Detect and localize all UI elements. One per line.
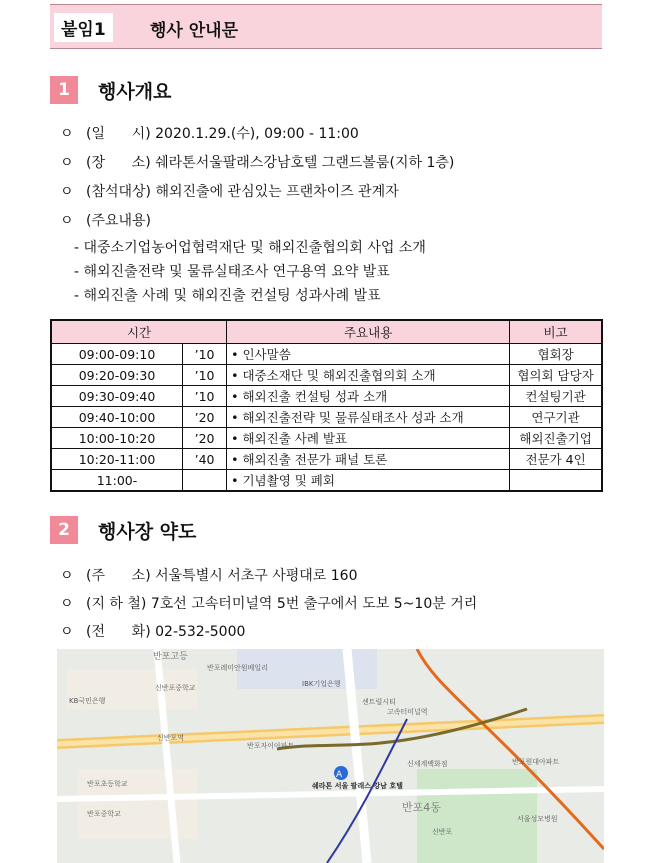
venue-text: (전 화) 02-532-5000: [86, 624, 246, 640]
content-cell: • 해외진출전략 및 물류실태조사 성과 소개: [227, 407, 510, 428]
duration-cell: ’10: [183, 365, 227, 386]
time-cell: 11:00-: [51, 470, 183, 492]
section-title: 행사개요: [98, 80, 172, 103]
section-title: 행사장 약도: [98, 520, 197, 543]
overview-text: (일 시) 2020.1.29.(수), 09:00 - 11:00: [86, 126, 359, 142]
map-label: 센트럴시티: [362, 698, 396, 706]
section-heading-1: [50, 76, 171, 104]
map-label: KB국민은행: [69, 697, 106, 705]
bullet: ㅇ: [60, 155, 74, 171]
map-label: 반포고등: [153, 652, 188, 662]
map-label: 반포초등학교: [87, 780, 128, 788]
note-cell: 해외진출기업: [510, 428, 602, 449]
note-cell: 컨설팅기관: [510, 386, 602, 407]
overview-item: [60, 152, 454, 172]
time-cell: 09:30-09:40: [51, 386, 183, 407]
venue-item: [60, 621, 245, 641]
map-label: 반포레미안원베일리: [207, 664, 268, 672]
map-label: 신반포역: [157, 734, 185, 742]
overview-text: (장 소) 쉐라톤서울팔래스강남호텔 그랜드볼룸(지하 1층): [86, 155, 455, 171]
table-header-row: [51, 320, 602, 344]
table-row: [51, 365, 602, 386]
venue-text: (주 소) 서울특별시 서초구 사평대로 160: [86, 568, 358, 584]
map-label: 서울성모병원: [517, 815, 558, 823]
map-label: 신세계백화점: [407, 760, 448, 768]
table-row: [51, 470, 602, 492]
table-row: [51, 407, 602, 428]
page-title: 행사 안내문: [150, 21, 239, 41]
content-cell: • 대중소재단 및 해외진출협의회 소개: [227, 365, 510, 386]
overview-text: (주요내용): [86, 213, 152, 229]
duration-cell: ’40: [183, 449, 227, 470]
bullet: ㅇ: [60, 624, 74, 640]
map-label: 신반포: [432, 828, 453, 836]
duration-cell: ’10: [183, 344, 227, 365]
note-cell: 전문가 4인: [510, 449, 602, 470]
header-note: 비고: [510, 320, 602, 344]
time-cell: 10:00-10:20: [51, 428, 183, 449]
overview-item: [60, 123, 359, 143]
time-cell: 09:40-10:00: [51, 407, 183, 428]
bullet: ㅇ: [60, 184, 74, 200]
time-cell: 09:20-09:30: [51, 365, 183, 386]
content-cell: • 기념촬영 및 폐회: [227, 470, 510, 492]
schedule-table: [50, 319, 603, 492]
overview-text: (참석대상) 해외진출에 관심있는 프랜차이즈 관계자: [86, 184, 399, 200]
location-map[interactable]: [57, 649, 604, 863]
duration-cell: [183, 470, 227, 492]
bullet: ㅇ: [60, 596, 74, 612]
table-row: [51, 449, 602, 470]
content-cell: • 해외진출 전문가 패널 토론: [227, 449, 510, 470]
note-cell: 연구기관: [510, 407, 602, 428]
note-cell: 협의회 담당자: [510, 365, 602, 386]
venue-item: [60, 593, 477, 613]
header-time: 시간: [51, 320, 227, 344]
map-label: 반포4동: [402, 801, 441, 814]
section-heading-2: [50, 516, 196, 544]
time-cell: 10:20-11:00: [51, 449, 183, 470]
venue-text: (지 하 철) 7호선 고속터미널역 5번 출구에서 도보 5~10분 거리: [86, 596, 478, 612]
section-number: 2: [50, 516, 78, 544]
content-item: - 해외진출전략 및 물류실태조사 연구용역 요약 발표: [74, 264, 390, 280]
table-row: [51, 428, 602, 449]
map-label: 반포자이아파트: [247, 742, 295, 750]
bullet: ㅇ: [60, 568, 74, 584]
map-label: IBK기업은행: [302, 680, 341, 688]
content-cell: • 해외진출 사례 발표: [227, 428, 510, 449]
map-label: 고속터미널역: [387, 708, 428, 716]
map-label: 반포원대아파트: [512, 758, 560, 766]
content-item: - 대중소기업농어업협력재단 및 해외진출협의회 사업 소개: [74, 240, 426, 256]
venue-item: [60, 565, 357, 585]
bullet: ㅇ: [60, 126, 74, 142]
header-content: 주요내용: [227, 320, 510, 344]
content-item: - 해외진출 사례 및 해외진출 컨설팅 성과사례 발표: [74, 288, 381, 304]
overview-item: [60, 210, 151, 230]
note-cell: [510, 470, 602, 492]
duration-cell: ’20: [183, 428, 227, 449]
svg-text:A: A: [336, 770, 343, 780]
attachment-tag: 붙임1: [54, 13, 113, 42]
hotel-label: 쉐라톤 서울 팔래스 강남 호텔: [312, 782, 403, 790]
table-row: [51, 386, 602, 407]
duration-cell: ’10: [183, 386, 227, 407]
map-label: 신반포중학교: [155, 684, 196, 692]
section-number: 1: [50, 76, 78, 104]
bullet: ㅇ: [60, 213, 74, 229]
page-header: [50, 4, 602, 49]
content-cell: • 인사말씀: [227, 344, 510, 365]
overview-item: [60, 181, 399, 201]
content-cell: • 해외진출 컨설팅 성과 소개: [227, 386, 510, 407]
duration-cell: ’20: [183, 407, 227, 428]
map-label: 반포중학교: [87, 810, 121, 818]
time-cell: 09:00-09:10: [51, 344, 183, 365]
table-row: [51, 344, 602, 365]
note-cell: 협회장: [510, 344, 602, 365]
